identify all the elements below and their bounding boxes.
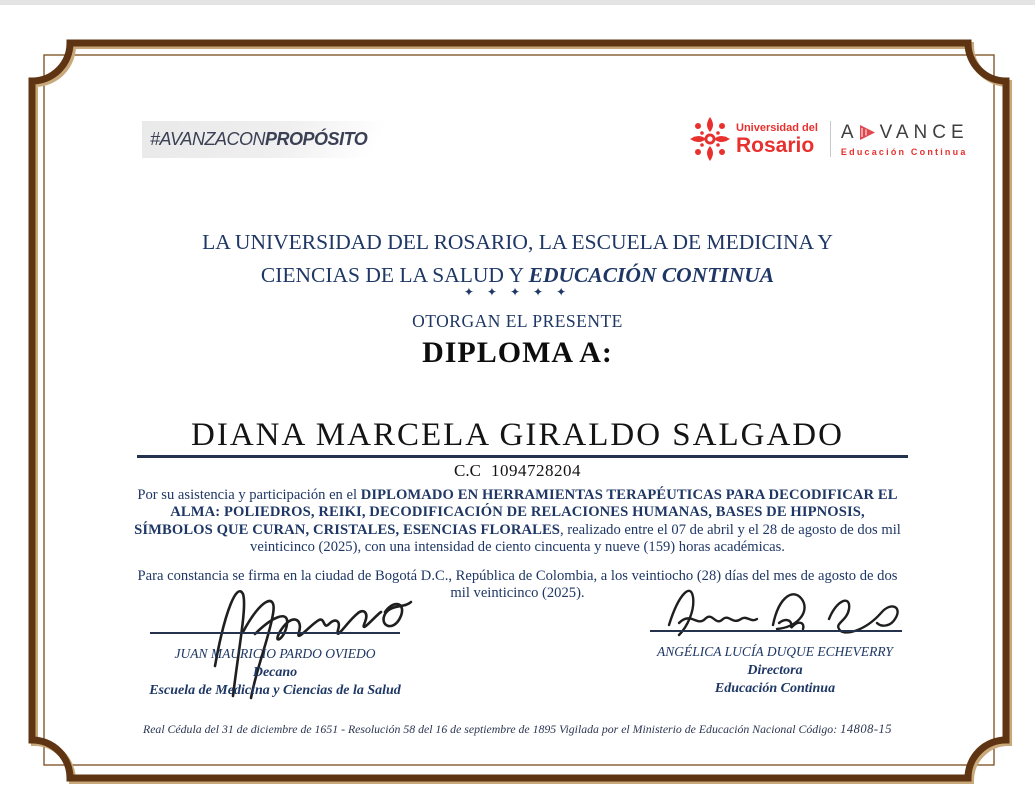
advance-prefix: A: [840, 121, 859, 143]
rosario-wordmark: [736, 123, 818, 156]
legal-footer: [0, 722, 1035, 737]
id-label: C.C: [454, 461, 481, 480]
campaign-hashtag: [142, 121, 390, 158]
director-signature-line: [650, 630, 902, 632]
recipient-id: [0, 461, 1035, 481]
paragraph1-prefix: Por su asistencia y participación en el: [137, 487, 361, 503]
issuance-paragraph: Para constancia se firma en la ciudad de Bogotá D.C., República de Colombia, a los veintiocho (28) días del mes de agosto de dos mil veinticinco (2025).: [137, 568, 898, 602]
recipient-name: DIANA MARCELA GIRALDO SALGADO: [191, 417, 844, 453]
diploma-label: DIPLOMA A:: [422, 336, 613, 369]
advance-suffix: VANCE: [879, 121, 969, 143]
dean-org: Escuela de Medicina y Ciencias de la Salud: [149, 683, 401, 698]
name-underline: [137, 455, 908, 458]
issuer-title-line2-prefix: CIENCIAS DE LA SALUD Y: [260, 263, 529, 287]
diamond-separator: ✦ ✦ ✦ ✦ ✦: [463, 285, 572, 299]
presents-line: OTORGAN EL PRESENTE: [412, 311, 623, 331]
advance-triangle-icon: [859, 124, 876, 141]
director-role: Directora: [747, 663, 803, 678]
legal-code: 14808-15: [840, 722, 892, 736]
issuer-title-line2-emphasis: EDUCACIÓN CONTINUA: [528, 263, 775, 287]
paragraph1-suffix: , realizado entre el 07 de abril y el 28 de agosto de dos mil veinticinco (2025), con una intensidad de ciento cincuenta y nueve (159) horas académicas.: [250, 521, 901, 555]
director-name: ANGÉLICA LUCÍA DUQUE ECHEVERRY: [657, 644, 893, 659]
director-org: Educación Continua: [714, 681, 836, 696]
issuer-title: [0, 226, 1035, 292]
rosario-crest-icon: [688, 115, 732, 163]
id-number: 1094728204: [490, 461, 581, 480]
advance-wordmark: [841, 122, 969, 157]
dean-signature-block: [110, 646, 440, 699]
attendance-paragraph: [130, 487, 905, 556]
hashtag-bold: PROPÓSITO: [265, 129, 368, 149]
rosario-line2: Rosario: [736, 133, 815, 157]
legal-text: Real Cédula del 31 de diciembre de 1651 - Resolución 58 del 16 de septiembre de 1895 Vigilada por el Ministerio de Educación Nacional Código:: [142, 722, 838, 736]
dean-name: JUAN MAURICIO PARDO OVIEDO: [174, 646, 376, 661]
dean-role: Decano: [252, 665, 298, 680]
paragraph1-program-name: DIPLOMADO EN HERRAMIENTAS TERAPÉUTICAS PARA DECODIFICAR EL ALMA: POLIEDROS, REIKI, DECODIFICACIÓN DE RELACIONES HUMANAS, BASES DE HIPNOSIS, SÍMBOLOS QUE CURAN, CRISTALES, ESENCIAS FLORALES: [134, 487, 898, 538]
logo-divider: [830, 121, 831, 157]
rosario-line1: Universidad del: [736, 121, 818, 134]
advance-subtitle: Educación Continua: [840, 146, 968, 157]
dean-signature-line: [150, 632, 400, 634]
hashtag-normal: #AVANZACON: [150, 129, 266, 149]
director-signature-block: [610, 644, 940, 697]
issuer-title-line1: LA UNIVERSIDAD DEL ROSARIO, LA ESCUELA DE MEDICINA Y: [202, 230, 833, 254]
logo-cluster: [688, 114, 969, 164]
